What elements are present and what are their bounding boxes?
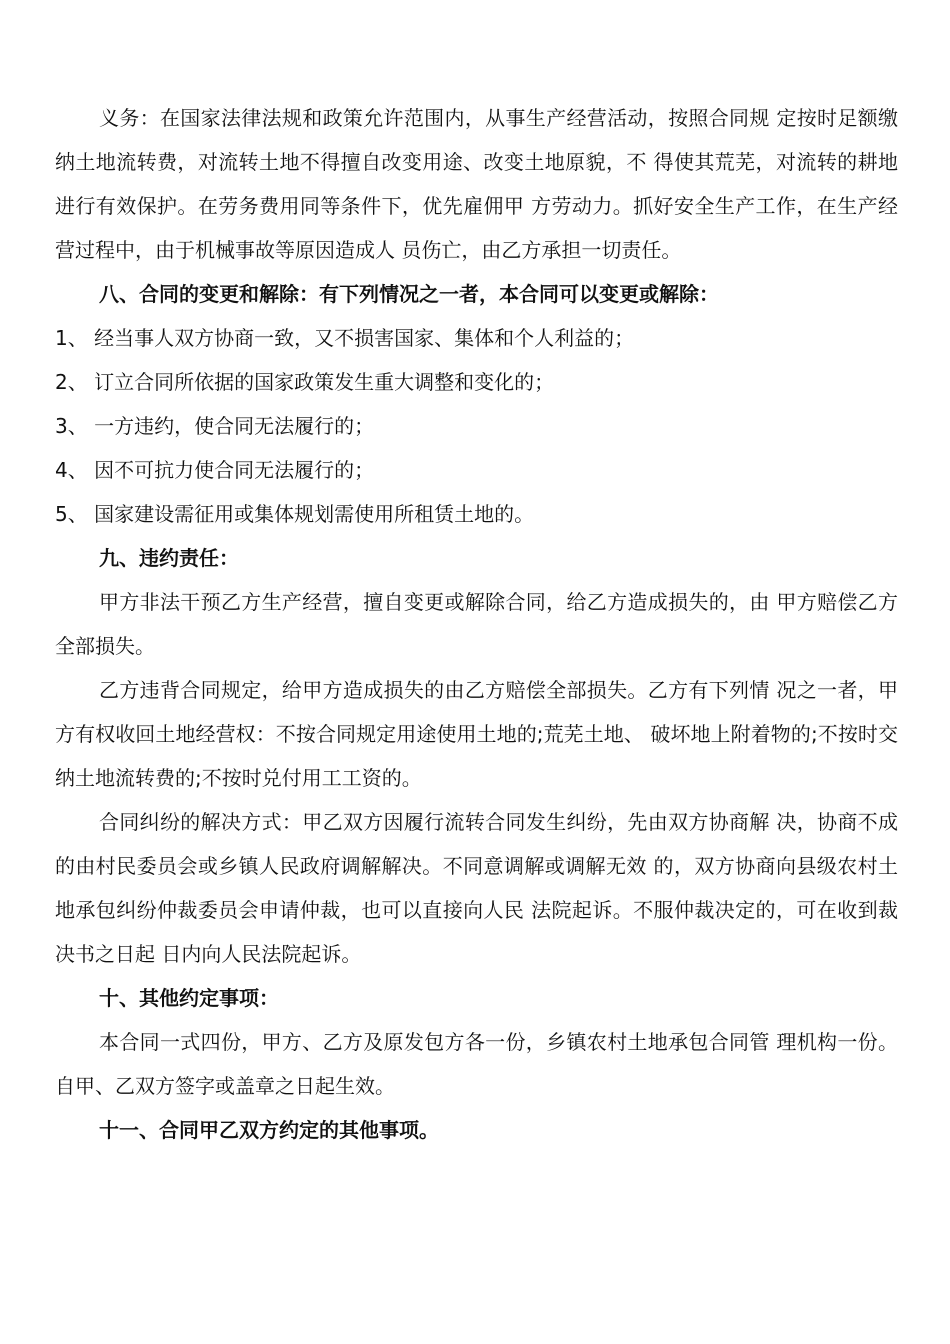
section-10-heading: 十、其他约定事项： (99, 986, 279, 1010)
dispute-resolution-paragraph: 合同纠纷的解决方式：甲乙双方因履行流转合同发生纠纷，先由双方协商解 决，协商不成的由村民委员会或乡镇人民政府调解解决。不同意调解或调解无效 的，双方协商向县级农村土地承包纠纷仲裁委员会申请仲裁，也可以直接向人民 法院起诉。不服仲裁决定的，可在收到裁决书之日起 日内向人民法院起诉。 (55, 810, 898, 966)
list-item: 3、 一方违约，使合同无法履行的； (55, 414, 375, 438)
section-11-heading: 十一、合同甲乙双方约定的其他事项。 (99, 1118, 439, 1142)
copies-paragraph: 本合同一式四份，甲方、乙方及原发包方各一份，乡镇农村土地承包合同管 理机构一份。自甲、乙双方签字或盖章之日起生效。 (55, 1030, 898, 1098)
list-item: 1、 经当事人双方协商一致，又不损害国家、集体和个人利益的； (55, 326, 635, 350)
party-a-liability-paragraph: 甲方非法干预乙方生产经营，擅自变更或解除合同，给乙方造成损失的，由 甲方赔偿乙方全部损失。 (55, 590, 898, 658)
obligations-paragraph: 义务：在国家法律法规和政策允许范围内，从事生产经营活动，按照合同规 定按时足额缴纳土地流转费，对流转土地不得擅自改变用途、改变土地原貌，不 得使其荒芜，对流转的耕地进行有效保护。在劳务费用同等条件下，优先雇佣甲 方劳动力。抓好安全生产工作，在生产经营过程中，由于机械事故等原因造成人 员伤亡，由乙方承担一切责任。 (55, 106, 898, 262)
section-8-heading: 八、合同的变更和解除：有下列情况之一者，本合同可以变更或解除： (99, 282, 719, 306)
section-9-heading: 九、违约责任： (99, 546, 239, 570)
list-item: 2、 订立合同所依据的国家政策发生重大调整和变化的； (55, 370, 555, 394)
party-b-liability-paragraph: 乙方违背合同规定，给甲方造成损失的由乙方赔偿全部损失。乙方有下列情 况之一者，甲方有权收回土地经营权：不按合同规定用途使用土地的;荒芜土地、 破坏地上附着物的;不按时交纳土地流转费的;不按时兑付用工工资的。 (55, 678, 898, 790)
list-item: 5、 国家建设需征用或集体规划需使用所租赁土地的。 (55, 502, 535, 526)
list-item: 4、 因不可抗力使合同无法履行的； (55, 458, 375, 482)
document-body (55, 96, 898, 1152)
